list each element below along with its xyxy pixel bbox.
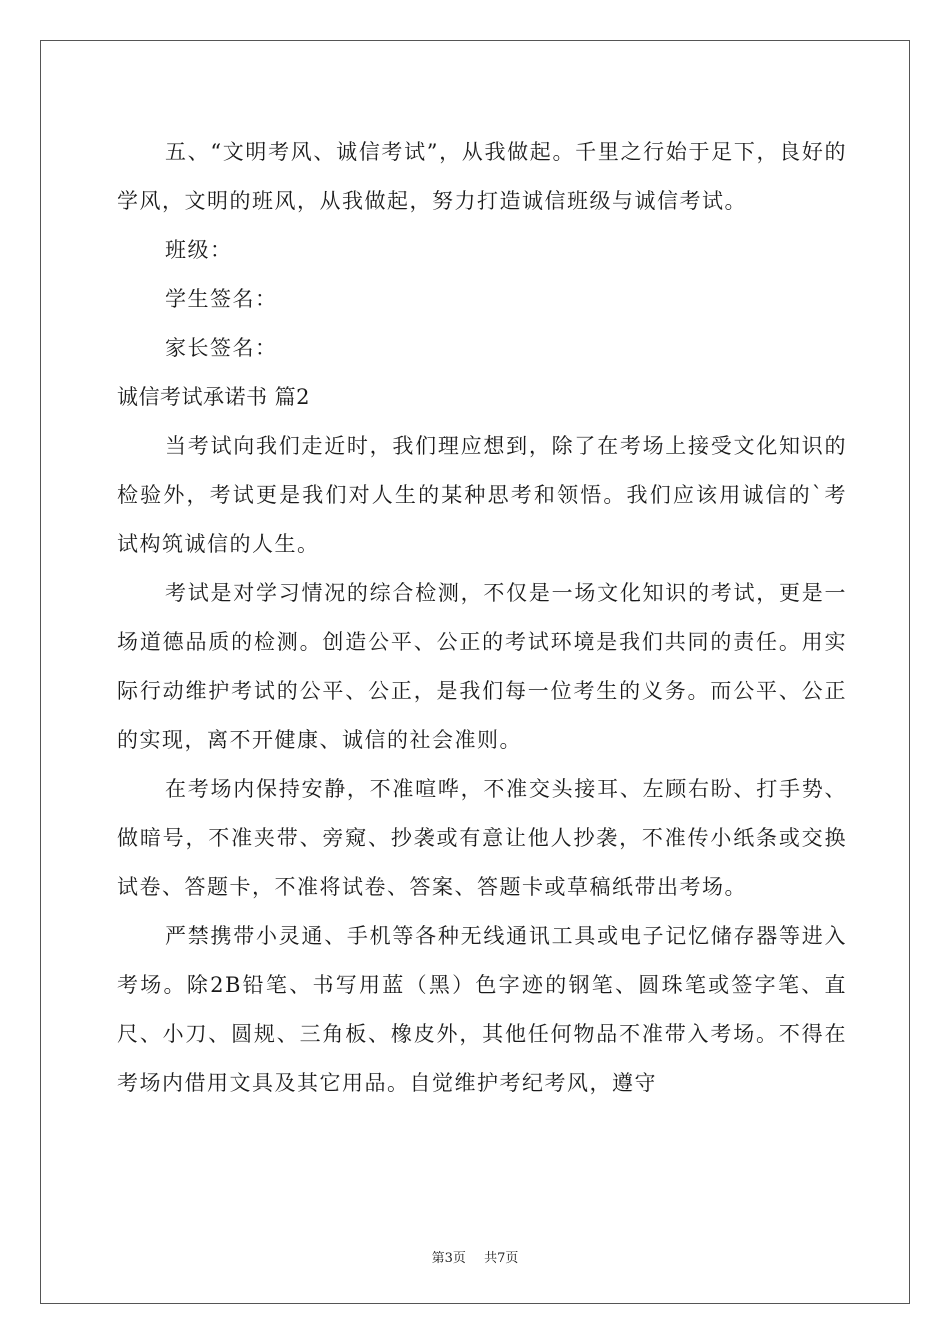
section-heading: 诚信考试承诺书 篇2	[117, 385, 311, 409]
body-paragraph: 严禁携带小灵通、手机等各种无线通讯工具或电子记忆储存器等进入考场。除2B铅笔、书写用蓝（黑）色字迹的钢笔、圆珠笔或签字笔、直尺、小刀、圆规、三角板、橡皮外，其他任何物品不准带入考场。不得在考场内借用文具及其它用品。自觉维护考纪考风，遵守	[117, 924, 847, 1095]
page-number-current: 第3页	[431, 1251, 466, 1266]
body-paragraph: 当考试向我们走近时，我们理应想到，除了在考场上接受文化知识的检验外，考试更是我们对人生的某种思考和领悟。我们应该用诚信的`考试构筑诚信的人生。	[117, 434, 847, 556]
class-field-label: 班级：	[165, 238, 233, 262]
parent-signature-label: 家长签名：	[165, 336, 278, 360]
body-paragraph: 在考场内保持安静，不准喧哗，不准交头接耳、左顾右盼、打手势、做暗号，不准夹带、旁窥、抄袭或有意让他人抄袭，不准传小纸条或交换试卷、答题卡，不准将试卷、答案、答题卡或草稿纸带出考场。	[117, 777, 847, 899]
page-footer	[0, 1247, 950, 1266]
body-paragraph: 考试是对学习情况的综合检测，不仅是一场文化知识的考试，更是一场道德品质的检测。创造公平、公正的考试环境是我们共同的责任。用实际行动维护考试的公平、公正，是我们每一位考生的义务。而公平、公正的实现，离不开健康、诚信的社会准则。	[117, 581, 847, 752]
page-number-total: 共7页	[484, 1251, 519, 1266]
student-signature-label: 学生签名：	[165, 287, 278, 311]
document-body	[117, 128, 847, 1108]
paragraph-pledge-five: 五、“文明考风、诚信考试”，从我做起。千里之行始于足下，良好的学风，文明的班风，从我做起，努力打造诚信班级与诚信考试。	[117, 140, 847, 213]
